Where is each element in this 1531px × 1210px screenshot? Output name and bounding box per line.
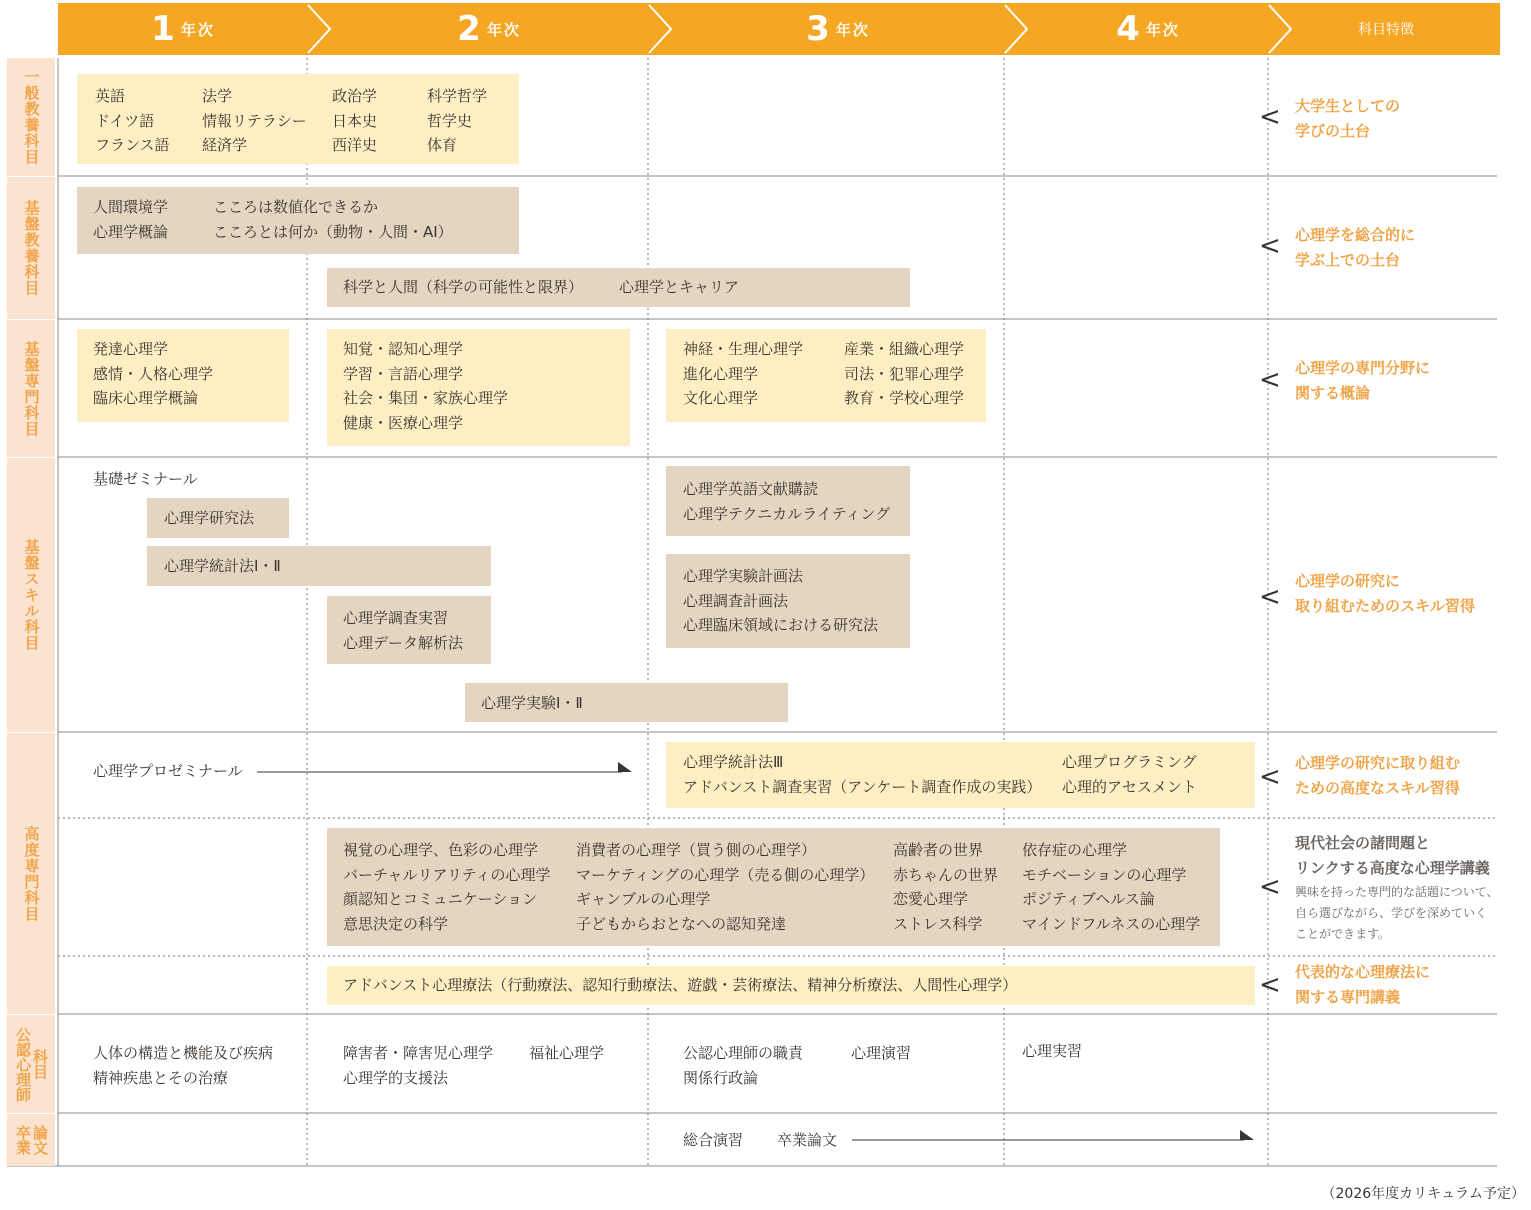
chevron-left-icon: <	[1259, 970, 1281, 1000]
course: 経済学	[202, 136, 248, 154]
research-method-box	[147, 498, 289, 538]
course: ドイツ語	[95, 111, 155, 130]
chevron-left-icon: <	[1259, 762, 1281, 792]
course: 人間環境学	[93, 198, 169, 216]
course: ストレス科学	[893, 914, 983, 933]
course: 依存症の心理学	[1022, 841, 1128, 859]
course: 心理学研究法	[164, 509, 255, 527]
feature-general	[1295, 94, 1400, 143]
course: 高齢者の世界	[893, 841, 984, 859]
course: 心理学実験Ⅰ・Ⅱ	[481, 694, 583, 712]
feature-line: 心理学を総合的に	[1295, 226, 1416, 244]
course: 視覚の心理学、色彩の心理学	[343, 841, 539, 859]
course: 関係行政論	[683, 1068, 759, 1087]
feature-line: リンクする高度な心理学講義	[1295, 858, 1490, 877]
basic-specialty-y3-box	[666, 329, 986, 422]
course: 赤ちゃんの世界	[893, 865, 999, 884]
course: 法学	[202, 87, 233, 105]
course: 障害者・障害児心理学	[343, 1044, 494, 1062]
course: 消費者の心理学（買う側の心理学）	[576, 841, 817, 859]
feature-line: 学びの土台	[1295, 121, 1371, 140]
advanced-topics-box	[327, 828, 1220, 946]
course: 心理プログラミング	[1062, 753, 1197, 771]
course: 社会・集団・家族心理学	[343, 389, 509, 407]
feature-line: 心理学の研究に取り組む	[1295, 754, 1461, 772]
general-col-2	[202, 84, 307, 158]
course: ギャンブルの心理学	[576, 890, 711, 908]
course: 科学哲学	[427, 87, 488, 105]
feature-line: 関する概論	[1295, 383, 1371, 402]
english-box	[666, 466, 910, 536]
course: 文化心理学	[683, 389, 759, 407]
course: 発達心理学	[93, 340, 169, 358]
feature-advanced-therapy	[1295, 960, 1430, 1009]
basic-liberal-box-2	[327, 268, 910, 307]
footnote: （2026年度カリキュラム予定）	[1321, 1186, 1525, 1202]
feature-advanced-skill	[1295, 751, 1460, 800]
general-col-4	[427, 84, 487, 158]
header-year-2: 2 年次	[457, 9, 521, 49]
course: 政治学	[332, 87, 378, 105]
survey-box	[327, 596, 491, 664]
course: 心理調査計画法	[683, 591, 789, 610]
category-general: 一般教養科目	[7, 58, 55, 176]
thesis-paper: 卒業論文	[777, 1131, 838, 1149]
feature-basic-specialty	[1295, 356, 1430, 405]
course: 恋愛心理学	[893, 890, 969, 908]
experiment-box	[465, 683, 788, 722]
basic-specialty-y1-box	[77, 329, 289, 422]
category-basic-specialty: 基盤専門科目	[7, 320, 55, 457]
course: 公認心理師の職責	[683, 1044, 804, 1062]
course: アドバンスト心理療法（行動療法、認知行動療法、遊戯・芸術療法、精神分析療法、人間性心理学）	[343, 976, 1018, 994]
general-col-3	[332, 84, 377, 158]
course: マインドフルネスの心理学	[1022, 914, 1201, 933]
course: 心理臨床領域における研究法	[683, 616, 879, 634]
feature-line: 取り組むためのスキル習得	[1295, 596, 1475, 615]
course: 心理学的支援法	[343, 1068, 449, 1087]
course: 心理学調査実習	[343, 609, 449, 627]
course: 科学と人間（科学の可能性と限界）	[343, 278, 584, 296]
certified-y2-col1	[343, 1041, 493, 1090]
course: 哲学史	[427, 111, 473, 130]
course: 司法・犯罪心理学	[844, 364, 965, 383]
planning-box	[666, 554, 910, 648]
chevron-left-icon: <	[1259, 102, 1281, 132]
feature-note-line: 興味を持った専門的な話題について、	[1295, 885, 1499, 899]
feature-note-line: 自ら選びながら、学びを深めていく	[1295, 906, 1488, 920]
course: 臨床心理学概論	[93, 389, 199, 407]
feature-line: 関する専門講義	[1295, 987, 1401, 1006]
course: 心理学テクニカルライティング	[683, 504, 891, 523]
course: 心理学概論	[93, 222, 169, 241]
course: 英語	[95, 87, 126, 105]
chevron-left-icon: <	[1259, 231, 1281, 261]
course: 教育・学校心理学	[844, 389, 965, 407]
course: 心理学英語文献購読	[683, 480, 819, 498]
feature-basic-skill	[1295, 569, 1475, 618]
course: 神経・生理心理学	[683, 340, 804, 358]
feature-note-line: ことができます。	[1295, 927, 1391, 941]
course: 西洋史	[332, 136, 378, 154]
feature-line: 学ぶ上での土台	[1295, 250, 1401, 269]
course: バーチャルリアリティの心理学	[343, 865, 551, 884]
feature-line: 現代社会の諸問題と	[1295, 834, 1431, 852]
certified-y1	[93, 1041, 273, 1090]
header-year-1: 1 年次	[151, 9, 215, 49]
feature-advanced-topics	[1295, 831, 1490, 880]
course: 心理学実験計画法	[683, 567, 804, 585]
feature-line: ための高度なスキル習得	[1295, 778, 1460, 797]
basic-seminar: 基礎ゼミナール	[93, 470, 198, 488]
statistics-box	[147, 546, 491, 586]
general-courses-box	[77, 74, 519, 164]
header-year-4: 4 年次	[1116, 9, 1180, 49]
thesis-seminar: 総合演習	[683, 1131, 744, 1149]
feature-advanced-topics-note	[1295, 882, 1499, 945]
header-year-3: 3 年次	[806, 9, 870, 49]
course: 人体の構造と機能及び疾病	[93, 1044, 274, 1062]
course: こころは数値化できるか	[213, 198, 379, 216]
course: マーケティングの心理学（売る側の心理学）	[576, 865, 875, 884]
course: 心理学とキャリア	[619, 278, 740, 296]
general-col-1	[95, 84, 170, 158]
course: 知覚・認知心理学	[343, 340, 464, 358]
course: 情報リテラシー	[202, 111, 307, 130]
category-basic-skill: 基盤スキル科目	[7, 458, 55, 732]
course: 意思決定の科学	[343, 914, 449, 933]
certified-y3-col2: 心理演習	[851, 1044, 912, 1062]
course: 心理学統計法Ⅲ	[683, 753, 784, 771]
header-feature-label: 科目特徴	[1358, 22, 1414, 38]
feature-line: 心理学の研究に	[1295, 572, 1401, 590]
course: 健康・医療心理学	[343, 413, 464, 432]
course: こころとは何か（動物・人間・AI）	[213, 222, 453, 241]
course: 産業・組織心理学	[844, 340, 965, 358]
feature-line: 大学生としての	[1295, 97, 1401, 115]
feature-basic-liberal	[1295, 223, 1415, 272]
course: モチベーションの心理学	[1022, 865, 1187, 884]
course: アドバンスト調査実習（アンケート調査作成の実践）	[683, 777, 1042, 796]
basic-specialty-y2-box	[327, 329, 630, 446]
certified-y4: 心理実習	[1022, 1042, 1083, 1060]
certified-y3-col1	[683, 1041, 803, 1090]
course: 体育	[427, 136, 458, 154]
course: 日本史	[332, 111, 378, 130]
course: ポジティブヘルス論	[1022, 890, 1155, 908]
category-advanced: 高度専門科目	[7, 733, 55, 1014]
category-thesis: 卒業 論文	[7, 1114, 55, 1166]
chevron-left-icon: <	[1259, 365, 1281, 395]
course: 感情・人格心理学	[93, 364, 214, 383]
course: 心理学統計法Ⅰ・Ⅱ	[164, 557, 281, 575]
course: 心理的アセスメント	[1062, 777, 1197, 796]
chevron-left-icon: <	[1259, 872, 1281, 902]
course: 学習・言語心理学	[343, 364, 464, 383]
category-basic-liberal: 基盤教養科目	[7, 177, 55, 319]
advanced-therapy-box	[327, 966, 1255, 1005]
course: 進化心理学	[683, 364, 759, 383]
feature-line: 代表的な心理療法に	[1295, 963, 1431, 981]
feature-line: 心理学の専門分野に	[1295, 359, 1431, 377]
course: フランス語	[95, 136, 170, 154]
course: 心理データ解析法	[343, 633, 464, 652]
course: 顔認知とコミュニケーション	[343, 890, 538, 908]
chevron-left-icon: <	[1259, 582, 1281, 612]
course: 子どもからおとなへの認知発達	[576, 914, 787, 933]
basic-liberal-box-1	[77, 187, 519, 254]
course: 精神疾患とその治療	[93, 1068, 229, 1087]
category-certified: 公認心理師 科目	[7, 1015, 55, 1113]
certified-y2-col2: 福祉心理学	[529, 1044, 605, 1062]
proseminar: 心理学プロゼミナール	[93, 762, 243, 780]
advanced-skill-box	[666, 742, 1255, 808]
